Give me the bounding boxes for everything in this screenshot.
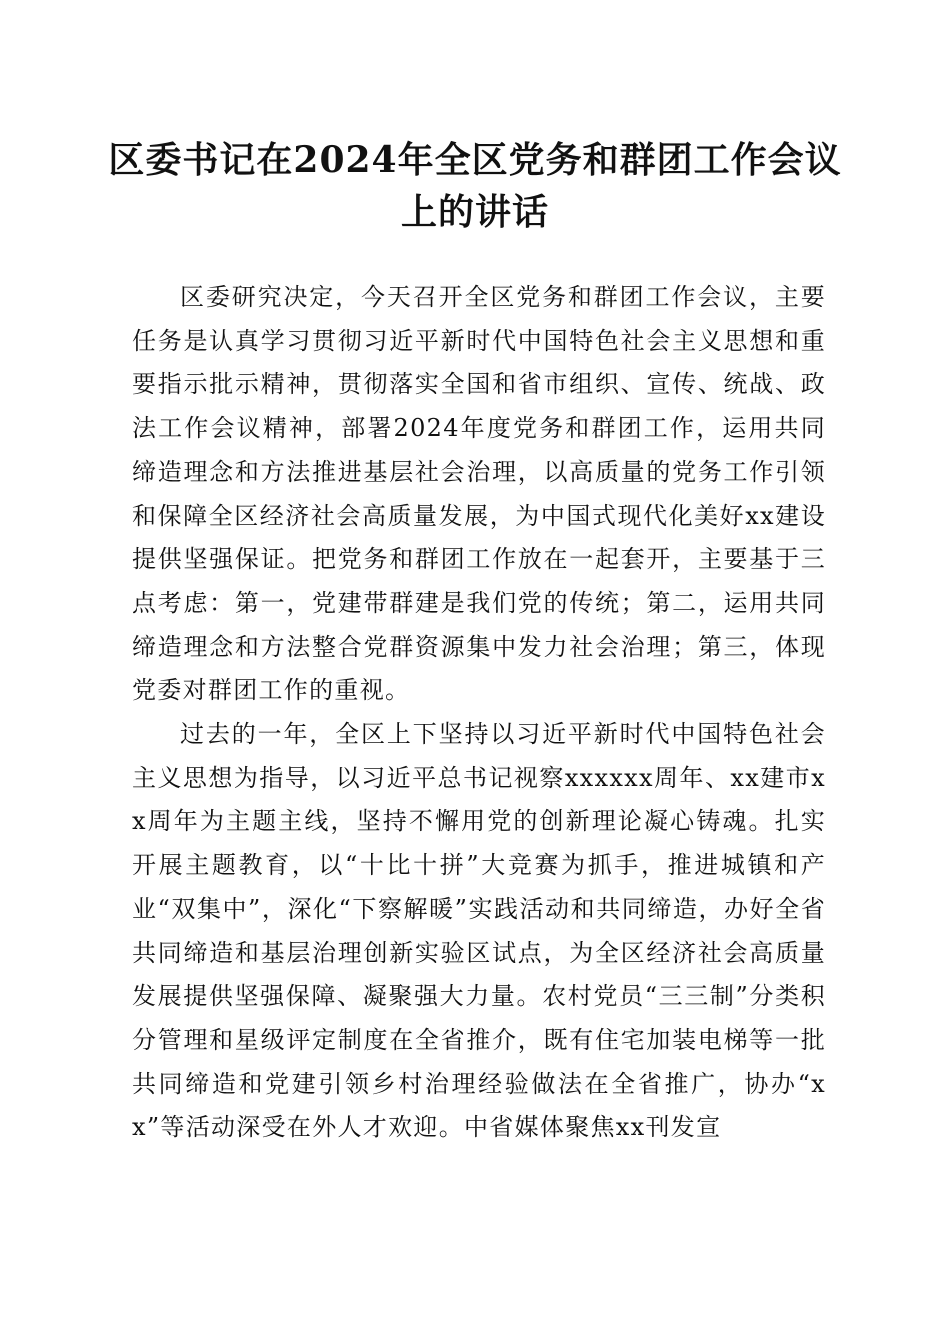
document-title — [100, 134, 850, 238]
title-line-1: 区委书记在2024年全区党务和群团工作会议 — [108, 139, 842, 181]
document-body — [132, 276, 826, 1150]
paragraph-2: 过去的一年，全区上下坚持以习近平新时代中国特色社会主义思想为指导，以习近平总书记视察xxxxxx周年、xx建市xx周年为主题主线，坚持不懈用党的创新理论凝心铸魂。扎实开展主题教育，以“十比十拼”大竞赛为抓手，推进城镇和产业“双集中”，深化“下察解暖”实践活动和共同缔造，办好全省共同缔造和基层治理创新实验区试点，为全区经济社会高质量发展提供坚强保障、凝聚强大力量。农村党员“三三制”分类积分管理和星级评定制度在全省推介，既有住宅加装电梯等一批共同缔造和党建引领乡村治理经验做法在全省推广，协办“xx”等活动深受在外人才欢迎。中省媒体聚焦xx刊发宣 — [132, 720, 826, 1142]
paragraph-1: 区委研究决定，今天召开全区党务和群团工作会议，主要任务是认真学习贯彻习近平新时代中国特色社会主义思想和重要指示批示精神，贯彻落实全国和省市组织、宣传、统战、政法工作会议精神，部署2024年度党务和群团工作，运用共同缔造理念和方法推进基层社会治理，以高质量的党务工作引领和保障全区经济社会高质量发展，为中国式现代化美好xx建设提供坚强保证。把党务和群团工作放在一起套开，主要基于三点考虑：第一，党建带群建是我们党的传统；第二，运用共同缔造理念和方法整合党群资源集中发力社会治理；第三，体现党委对群团工作的重视。 — [132, 283, 826, 705]
title-line-2: 上的讲话 — [400, 191, 549, 233]
